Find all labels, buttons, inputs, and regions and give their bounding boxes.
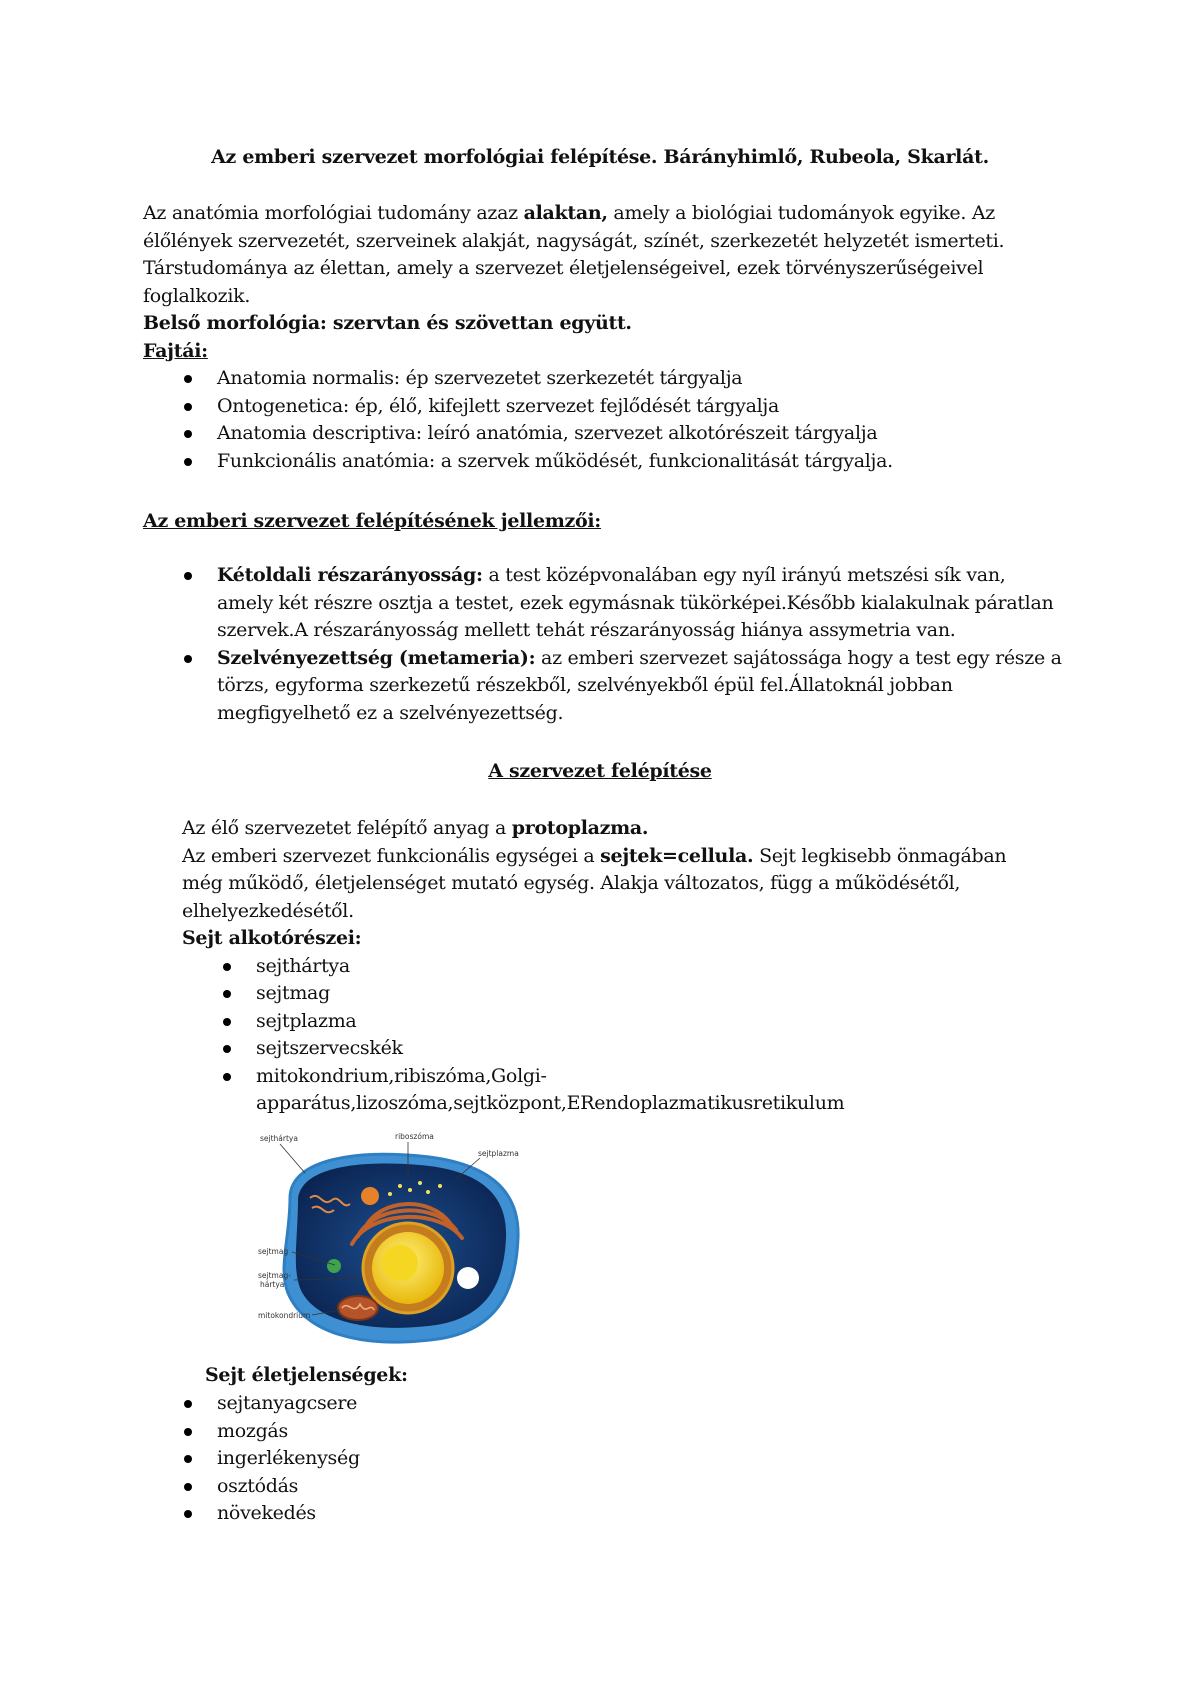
document-title: Az emberi szervezet morfológiai felépítése. Bárányhimlő, Rubeola, Skarlát. <box>211 146 989 168</box>
list-item: osztódás <box>217 1473 1063 1501</box>
jellemzoi-list <box>143 562 1063 727</box>
felepites-heading: A szervezet felépítése <box>488 760 712 782</box>
list-item: sejtmag <box>256 980 862 1008</box>
nucleolus <box>382 1245 418 1281</box>
cell-diagram <box>250 1128 540 1353</box>
lysosome <box>361 1187 379 1205</box>
jellemzoi-list-wrap <box>143 562 1063 727</box>
intro-paragraph <box>143 200 1063 310</box>
list-item: Anatomia normalis: ép szervezetet szerkezetét tárgyalja <box>217 365 1063 393</box>
list-item: mozgás <box>217 1418 1063 1446</box>
jellemzoi-heading: Az emberi szervezet felépítésének jellemzői: <box>143 510 602 532</box>
list-item: sejtplazma <box>256 1008 862 1036</box>
intro-text-a: Az anatómia morfológiai tudomány azaz <box>143 202 524 224</box>
intro-section <box>143 200 1063 475</box>
list-item: sejthártya <box>256 953 862 981</box>
list-item: mitokondrium,ribiszóma,Golgi-apparátus,lizoszóma,sejtközpont,ERendoplazmatikusretikulum <box>256 1063 696 1118</box>
alkotoreszei-list <box>182 953 862 1118</box>
list-item: Anatomia descriptiva: leíró anatómia, szervezet alkotórészeit tárgyalja <box>217 420 1063 448</box>
list-item: növekedés <box>217 1500 1063 1528</box>
list-item: Funkcionális anatómia: a szervek működését, funkcionalitását tárgyalja. <box>217 448 1063 476</box>
protoplazma-paragraph: Az élő szervezetet felépítő anyag a protoplazma. <box>182 817 649 839</box>
fajtai-list <box>143 365 1063 475</box>
eletjelensegek-section <box>143 1390 1063 1528</box>
sejtek-paragraph: Az emberi szervezet funkcionális egységei a sejtek=cellula. Sejt legkisebb önmagában még működő, életjelenséget mutató egység. Alakja változatos, függ a működésétől, elhelyezkedésétől. <box>182 844 1007 922</box>
alkotoreszei-heading: Sejt alkotórészei: <box>182 927 362 949</box>
jellemzoi-section <box>143 508 1063 536</box>
vacuole <box>457 1267 479 1289</box>
intro-bold-term: alaktan, <box>523 202 608 224</box>
label-sejtmaghartya-1: sejtmag- <box>258 1271 291 1280</box>
eletjelensegek-list <box>143 1390 1063 1528</box>
intro-text-b: amely a biológiai tudományok egyike. Az élőlények szervezetét, szerveinek alakját, nagyságát, színét, szerkezetét helyzetét ismerteti. Társtudománya az élettan, amely a szervezet életjelenségeivel, ezek törvényszerűségeivel foglalkozik. <box>143 202 1005 307</box>
list-item: Kétoldali részarányosság: a test középvonalában egy nyíl irányú metszési sík van, amely két részre osztja a testet, ezek egymásnak tükörképei.Később kialakulnak páratlan szervek.A részarányosság mellett tehát részarányosság hiánya assymetria van. <box>217 562 1063 645</box>
belso-morfologia: Belső morfológia: szervtan és szövettan együtt. <box>143 312 632 334</box>
label-riboszoma: riboszóma <box>395 1132 434 1141</box>
fajtai-heading: Fajtái: <box>143 339 208 362</box>
list-item: Ontogenetica: ép, élő, kifejlett szervezet fejlődését tárgyalja <box>217 393 1063 421</box>
eletjelensegek-heading-wrap <box>205 1362 1125 1390</box>
green-organelle <box>327 1259 341 1273</box>
eletjelensegek-heading: Sejt életjelenségek: <box>205 1364 408 1386</box>
list-item: Szelvényezettség (metameria): az emberi szervezet sajátossága hogy a test egy része a törzs, egyforma szerkezetű részekből, szelvényekből épül fel.Állatoknál jobban megfigyelhető ez a szelvényezettség. <box>217 645 1063 728</box>
felepites-section <box>182 815 1042 1118</box>
label-sejtmag: sejtmag <box>258 1247 289 1256</box>
label-sejthartya: sejthártya <box>260 1134 298 1143</box>
list-item: ingerlékenység <box>217 1445 1063 1473</box>
label-mitokondrium: mitokondrium <box>258 1311 311 1320</box>
label-sejtplazma: sejtplazma <box>478 1149 519 1158</box>
label-sejtmaghartya-2: hártya <box>260 1280 285 1289</box>
list-item: sejtanyagcsere <box>217 1390 1063 1418</box>
list-item: sejtszervecskék <box>256 1035 862 1063</box>
